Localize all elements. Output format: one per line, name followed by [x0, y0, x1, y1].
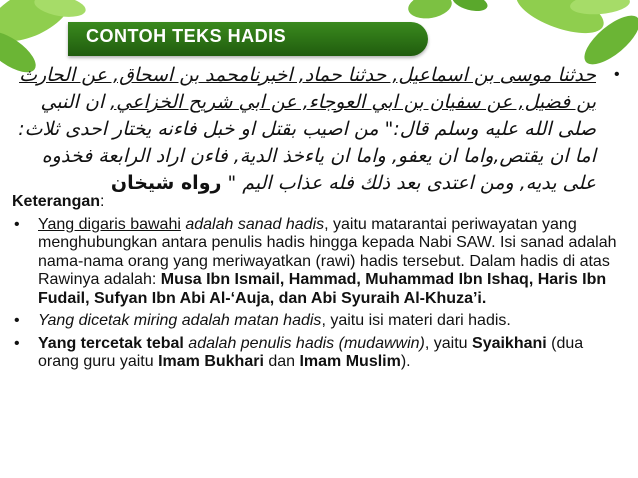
bullet: • — [14, 334, 20, 352]
matan-text: ان النبي — [40, 91, 111, 113]
matan-text: على يديه, ومن اعتدى بعد ذلك فله عذاب اليم " — [221, 172, 596, 194]
explanation-section — [12, 193, 628, 372]
arabic-line-4: اما ان يقتص,واما ان يعفو, واما ان ياءخذ الدية, فاءن اراد الرابعة فخذوه — [41, 145, 596, 167]
bullet: • — [14, 312, 20, 329]
bullet: • — [14, 215, 20, 233]
arabic-line-1 — [20, 62, 620, 89]
arabic-line-3: صلى الله عليه وسلم قال:" من اصيب بقتل او خبل فاءنه يختار احدى ثلاث: — [18, 118, 596, 140]
sanad-text: حدثنا موسى بن اسماعيل, حدثنا حماد, اخبرنامحمد بن اسحاق, عن الحارث — [19, 64, 596, 86]
list-item-sanad: • Yang digaris bawahi adalah sanad hadis, yaitu matarantai periwayatan yang menghubungkan antara penulis hadis hingga kepada Nabi SAW. Isi sanad adalah nama-nama orang yang meriwayatkan (rawi) hadis tersebut. Dalam hadis di atas Rawinya adalah: Musa Ibn Ismail, Hammad, Muhammad Ibn Ishaq, Haris Ibn Fudail, Sufyan Ibn Abi Al-‘Auja, dan Abi Syuraih Al-Khuza’i. — [14, 215, 617, 307]
arabic-bullet: • — [614, 66, 620, 83]
keterangan-heading: Keterangan: — [12, 193, 105, 210]
hadith-arabic-text — [20, 62, 620, 197]
list-item-matan: • Yang dicetak miring adalah matan hadis, yaitu isi materi dari hadis. — [14, 312, 511, 329]
arabic-line-2 — [20, 89, 620, 116]
list-item-mudawwin: • Yang tercetak tebal adalah penulis hadis (mudawwin), yaitu Syaikhani (dua orang guru yaitu Imam Bukhari dan Imam Muslim). — [14, 334, 584, 370]
sanad-text: بن فضيل, عن سفيان بن ابي العوجاء, عن ابي شريح الخزاعي, — [110, 91, 596, 113]
slide-title: CONTOH TEKS HADIS — [86, 26, 287, 46]
rawi-text: رواه شيخان — [110, 172, 222, 194]
